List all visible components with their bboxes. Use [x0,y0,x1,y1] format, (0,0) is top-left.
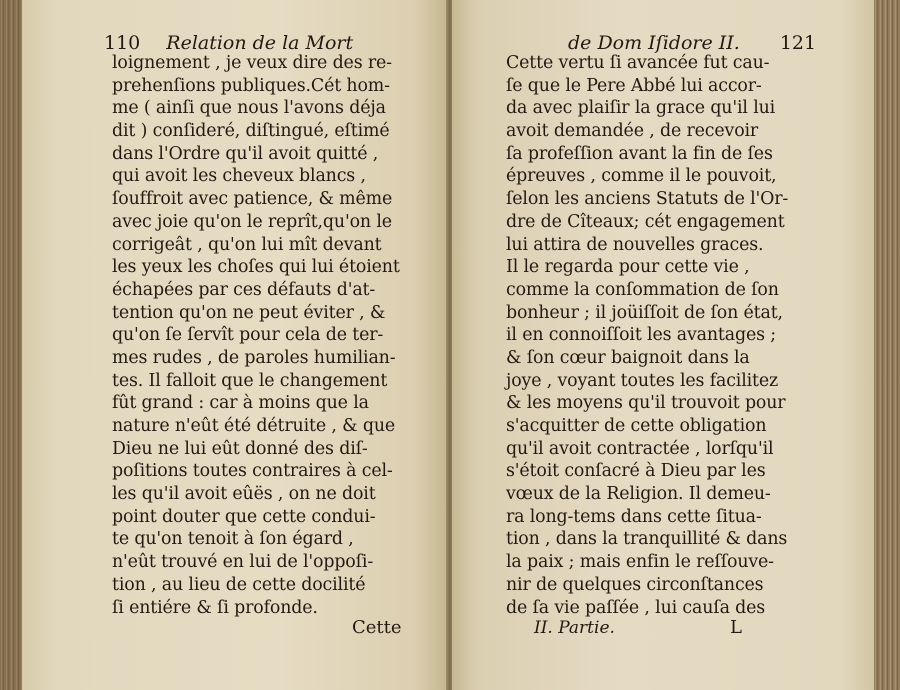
text-line: comme la conſommation de ſon [506,279,779,300]
text-line: lui attira de nouvelles graces. [506,234,764,255]
text-line: les yeux les choſes qui lui étoient [112,257,400,278]
text-line: ſa profeſſion avant la fin de ſes [506,143,773,164]
right-running-title: de Dom Iſidore II. [568,32,740,54]
text-line: tion , dans la tranquillité & dans [506,529,788,550]
text-line: avec joie qu'on le reprît,qu'on le [112,211,392,232]
text-line: la paix ; mais enfin le reſſouve- [506,552,774,573]
text-line: dit ) conſideré, diſtingué, eſtimé [112,121,390,142]
text-line: dre de Cîteaux; cét engagement [506,211,785,232]
text-line: & les moyens qu'il trouvoit pour [506,393,786,414]
text-line: ſe que le Pere Abbé lui accor- [506,75,762,96]
text-line: échapées par ces défauts d'at- [112,279,376,300]
text-line: fût grand : car à moins que la [112,393,369,414]
text-line: il en connoiſſoit les avantages ; [506,325,776,346]
text-line: nature n'eût été détruite , & que [112,416,396,436]
text-line: les qu'il avoit eûës , on ne doit [112,484,376,505]
text-line: loignement , je veux dire des re- [112,53,392,73]
left-running-head [104,32,353,54]
text-line: bonheur ; il joüiſſoit de ſon état, [506,302,783,323]
text-line: Dieu ne lui eût donné des diſ- [112,438,368,459]
text-line: tention qu'on ne peut éviter , & [112,302,386,323]
text-line: avoit demandée , de recevoir [506,121,759,142]
text-line: qu'il avoit contractée , lorſqu'il [506,438,774,459]
text-line: ra long-tems dans cette ſitua- [506,506,762,527]
text-line: n'eût trouvé en lui de l'oppoſi- [112,552,374,573]
text-line: & ſon cœur baignoit dans la [506,347,750,368]
text-line: joye , voyant toutes les facilitez [506,370,779,391]
text-line: dans l'Ordre qu'il avoit quitté , [112,143,379,164]
left-running-title: Relation de la Mort [166,32,354,54]
text-line: ſouffroit avec patience, & même [112,189,393,210]
text-line: ſi entiére & ſi profonde. [112,597,318,618]
text-line: ſelon les anciens Statuts de l'Or- [506,189,789,210]
right-signature: II. Partie. [534,618,615,638]
book-edge-left [0,0,24,690]
text-line: s'étoit conſacré à Dieu par les [506,461,766,482]
text-line: de ſa vie paſſée , lui cauſa des [506,597,766,618]
text-line: prehenſions publiques.Cét hom- [112,75,390,96]
right-running-head [568,32,816,54]
right-page-number: 121 [779,32,817,54]
text-line: qui avoit les cheveux blancs , [112,166,366,187]
text-line: nir de quelques circonſtances [506,574,764,595]
text-line: point douter que cette condui- [112,506,376,527]
text-line: da avec plaiſir la grace qu'il lui [506,98,776,119]
text-line: te qu'on tenoit à ſon égard , [112,529,354,550]
left-page-number: 110 [104,32,141,54]
text-line: tion , au lieu de cette docilité [112,574,366,595]
text-line: épreuves , comme il le pouvoit, [506,166,777,187]
text-line: tes. Il falloit que le changement [112,370,388,391]
text-line: s'acquitter de cette obligation [506,416,767,436]
right-signature-mark: L [730,617,742,638]
text-line: vœux de la Religion. Il demeu- [506,484,771,505]
text-line: Il le regarda pour cette vie , [506,257,750,278]
left-text-block [112,52,402,619]
right-text-block [506,52,798,619]
text-line: qu'on ſe ſervît pour cela de ter- [112,325,384,346]
text-line: me ( ainſi que nous l'avons déja [112,98,386,119]
text-line: corrigeât , qu'on lui mît devant [112,234,382,255]
right-page [452,0,874,690]
text-line: Cette vertu ſi avancée fut cau- [506,53,770,73]
left-catchword: Cette [352,617,402,638]
text-line: poſitions toutes contraires à cel- [112,461,393,482]
text-line: mes rudes , de paroles humilian- [112,347,396,368]
book-edge-right [874,0,900,690]
left-page [22,0,449,690]
